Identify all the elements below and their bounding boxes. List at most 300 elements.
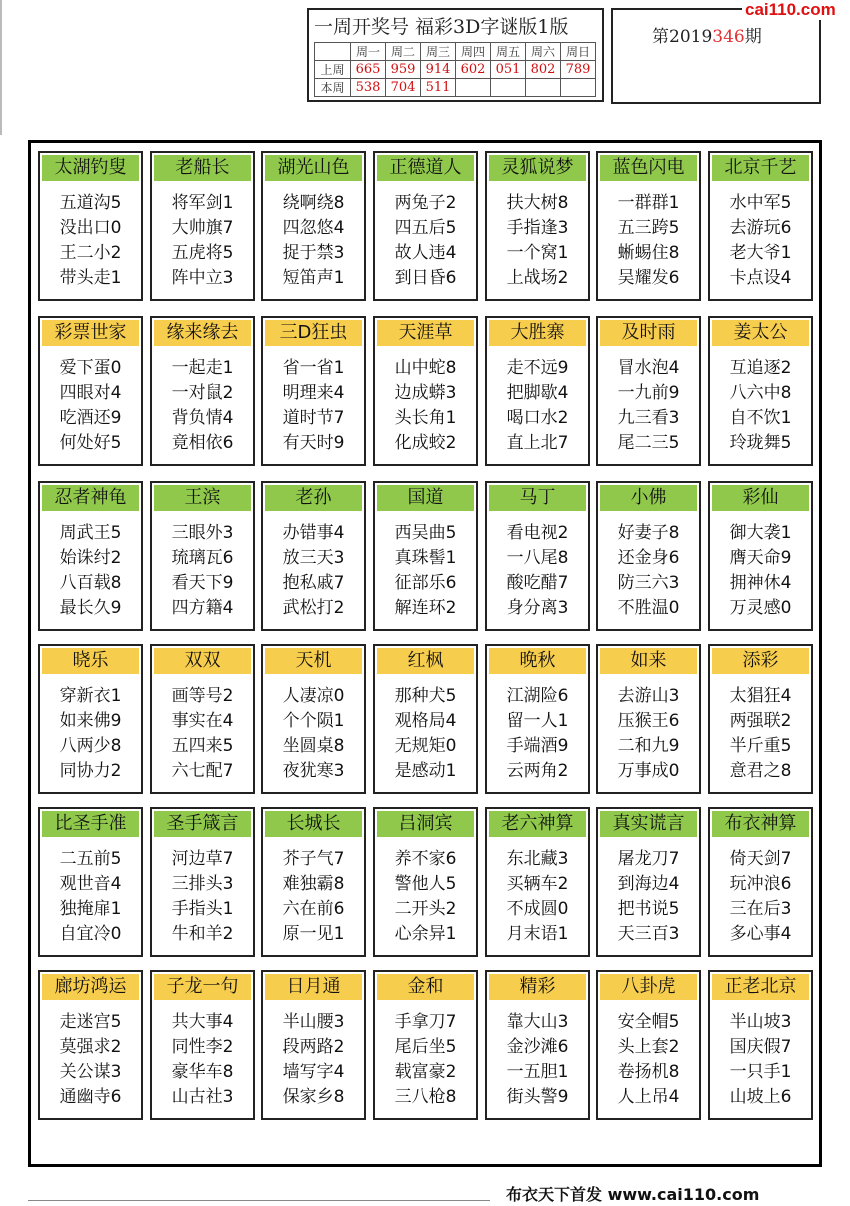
riddle-line: 阵中立3 [171, 268, 234, 288]
riddle-card [373, 151, 478, 301]
riddle-card-title: 老六神算 [489, 811, 586, 837]
riddle-card [373, 644, 478, 794]
riddle-card-title: 大胜寨 [489, 320, 586, 346]
riddle-card [150, 151, 255, 301]
riddle-card-title: 八卦虎 [600, 974, 697, 1000]
riddle-line: 人凄凉0 [282, 686, 345, 706]
riddle-lines [487, 1010, 588, 1110]
riddle-card [150, 316, 255, 466]
riddle-card-title: 真实谎言 [600, 811, 697, 837]
riddle-line: 自不饮1 [729, 408, 792, 428]
riddle-line: 二五前5 [59, 849, 122, 869]
riddle-line: 走不远9 [506, 358, 569, 378]
riddle-card-title: 老船长 [154, 155, 251, 181]
riddle-card-title: 姜太公 [712, 320, 809, 346]
riddle-line: 周武王5 [59, 523, 122, 543]
riddle-line: 万灵感0 [729, 598, 792, 618]
day-header: 周三 [421, 43, 456, 61]
footer-credit: 布衣天下首发 www.cai110.com [506, 1185, 760, 1204]
riddle-card-title: 及时雨 [600, 320, 697, 346]
riddle-lines [598, 847, 699, 947]
riddle-card [708, 481, 813, 631]
riddle-lines [40, 356, 141, 456]
riddle-line: 山中蛇8 [394, 358, 457, 378]
riddle-card-title: 老孙 [265, 485, 362, 511]
draw-table-header-row [315, 43, 596, 61]
riddle-lines [152, 1010, 253, 1110]
riddle-line: 段两路2 [282, 1037, 345, 1057]
riddle-lines [487, 684, 588, 784]
draw-number: 959 [386, 61, 421, 79]
riddle-card-title: 精彩 [489, 974, 586, 1000]
riddle-line: 五虎将5 [171, 243, 234, 263]
riddle-lines [598, 521, 699, 621]
riddle-lines [487, 191, 588, 291]
day-header: 周五 [491, 43, 526, 61]
riddle-line: 一群群1 [617, 193, 680, 213]
riddle-lines [263, 684, 364, 784]
riddle-line: 同协力2 [59, 761, 122, 781]
riddle-card [596, 644, 701, 794]
day-header: 周二 [386, 43, 421, 61]
riddle-card-title: 三D狂虫 [265, 320, 362, 346]
issue-label [652, 22, 762, 47]
riddle-line: 办错事4 [282, 523, 345, 543]
riddle-lines [375, 356, 476, 456]
riddle-line: 何处好5 [59, 433, 122, 453]
riddle-line: 道时节7 [282, 408, 345, 428]
riddle-line: 边成蟒3 [394, 383, 457, 403]
day-header: 周日 [561, 43, 596, 61]
riddle-line: 把脚歇4 [506, 383, 569, 403]
riddle-line: 金沙滩6 [506, 1037, 569, 1057]
riddle-card-title: 红枫 [377, 648, 474, 674]
riddle-line: 意君之8 [729, 761, 792, 781]
riddle-line: 云两角2 [506, 761, 569, 781]
riddle-lines [598, 1010, 699, 1110]
riddle-lines [710, 1010, 811, 1110]
riddle-line: 有天时9 [282, 433, 345, 453]
riddle-line: 头上套2 [617, 1037, 680, 1057]
riddle-line: 水中军5 [729, 193, 792, 213]
riddle-line: 九三看3 [617, 408, 680, 428]
riddle-card-title: 太湖钓叟 [42, 155, 139, 181]
riddle-lines [263, 1010, 364, 1110]
issue-prefix: 第2019 [652, 27, 713, 47]
riddle-card [373, 316, 478, 466]
riddle-line: 一九前9 [617, 383, 680, 403]
riddle-card [261, 644, 366, 794]
riddle-card-title: 日月通 [265, 974, 362, 1000]
riddle-line: 冒水泡4 [617, 358, 680, 378]
left-margin-rule [0, 0, 2, 135]
riddle-line: 头长角1 [394, 408, 457, 428]
riddle-card-title: 缘来缘去 [154, 320, 251, 346]
riddle-line: 买辆车2 [506, 874, 569, 894]
riddle-line: 省一省1 [282, 358, 345, 378]
riddle-card [708, 807, 813, 957]
riddle-grid [28, 140, 822, 1167]
riddle-lines [487, 356, 588, 456]
riddle-card [261, 316, 366, 466]
riddle-card [38, 151, 143, 301]
riddle-line: 事实在4 [171, 711, 234, 731]
riddle-line: 化成蛟2 [394, 433, 457, 453]
draw-table-row-this-week [315, 79, 596, 97]
riddle-card [596, 481, 701, 631]
riddle-card-title: 彩仙 [712, 485, 809, 511]
riddle-line: 半山坡3 [729, 1012, 792, 1032]
riddle-card [596, 151, 701, 301]
draw-number: 665 [351, 61, 386, 79]
riddle-line: 人上吊4 [617, 1087, 680, 1107]
riddle-card [150, 970, 255, 1120]
riddle-card-title: 北京千艺 [712, 155, 809, 181]
riddle-line: 载富豪2 [394, 1062, 457, 1082]
riddle-lines [598, 684, 699, 784]
riddle-line: 如来佛9 [59, 711, 122, 731]
riddle-line: 抱私戚7 [282, 573, 345, 593]
issue-number: 346 [712, 27, 745, 47]
riddle-line: 警他人5 [394, 874, 457, 894]
riddle-card [485, 151, 590, 301]
riddle-line: 多心事4 [729, 924, 792, 944]
draw-number [491, 79, 526, 97]
riddle-line: 老大爷1 [729, 243, 792, 263]
riddle-card-title: 比圣手准 [42, 811, 139, 837]
riddle-line: 倚天剑7 [729, 849, 792, 869]
riddle-line: 吴耀发6 [617, 268, 680, 288]
riddle-card [38, 807, 143, 957]
riddle-lines [40, 684, 141, 784]
riddle-lines [40, 847, 141, 947]
riddle-card-title: 布衣神算 [712, 811, 809, 837]
riddle-line: 手拿刀7 [394, 1012, 457, 1032]
riddle-line: 看天下9 [171, 573, 234, 593]
riddle-line: 街头警9 [506, 1087, 569, 1107]
riddle-card [708, 316, 813, 466]
riddle-line: 爱下蛋0 [59, 358, 122, 378]
riddle-line: 拥神休4 [729, 573, 792, 593]
riddle-card-title: 湖光山色 [265, 155, 362, 181]
riddle-card [38, 481, 143, 631]
draw-number: 538 [351, 79, 386, 97]
riddle-line: 四眼对4 [59, 383, 122, 403]
riddle-line: 原一见1 [282, 924, 345, 944]
riddle-line: 去游玩6 [729, 218, 792, 238]
riddle-line: 八百载8 [59, 573, 122, 593]
riddle-line: 河边草7 [171, 849, 234, 869]
riddle-lines [710, 356, 811, 456]
riddle-line: 西吴曲5 [394, 523, 457, 543]
riddle-line: 八六中8 [729, 383, 792, 403]
riddle-card [150, 644, 255, 794]
riddle-line: 心余异1 [394, 924, 457, 944]
riddle-line: 玲珑舞5 [729, 433, 792, 453]
riddle-line: 月末语1 [506, 924, 569, 944]
riddle-line: 三眼外3 [171, 523, 234, 543]
riddle-lines [263, 521, 364, 621]
riddle-line: 二开头2 [394, 899, 457, 919]
riddle-line: 观格局4 [394, 711, 457, 731]
riddle-lines [152, 191, 253, 291]
riddle-line: 豪华车8 [171, 1062, 234, 1082]
draw-number [456, 79, 491, 97]
riddle-card [261, 151, 366, 301]
draw-number [526, 79, 561, 97]
riddle-card-title: 天机 [265, 648, 362, 674]
riddle-line: 养不家6 [394, 849, 457, 869]
riddle-card [150, 481, 255, 631]
riddle-lines [263, 356, 364, 456]
riddle-card-title: 灵狐说梦 [489, 155, 586, 181]
draw-number: 914 [421, 61, 456, 79]
riddle-line: 安全帽5 [617, 1012, 680, 1032]
riddle-line: 始诛纣2 [59, 548, 122, 568]
riddle-line: 上战场2 [506, 268, 569, 288]
riddle-line: 不胜温0 [617, 598, 680, 618]
riddle-line: 酸吃醋7 [506, 573, 569, 593]
riddle-card-title: 长城长 [265, 811, 362, 837]
riddle-line: 故人违4 [394, 243, 457, 263]
riddle-lines [152, 847, 253, 947]
riddle-line: 是感动1 [394, 761, 457, 781]
riddle-lines [375, 847, 476, 947]
riddle-card [596, 807, 701, 957]
draw-number: 511 [421, 79, 456, 97]
riddle-line: 放三天3 [282, 548, 345, 568]
riddle-line: 四忽悠4 [282, 218, 345, 238]
riddle-card-title: 马丁 [489, 485, 586, 511]
riddle-line: 没出口0 [59, 218, 122, 238]
riddle-line: 五三跨5 [617, 218, 680, 238]
riddle-line: 尾后坐5 [394, 1037, 457, 1057]
riddle-line: 通幽寺6 [59, 1087, 122, 1107]
riddle-line: 看电视2 [506, 523, 569, 543]
riddle-card [485, 644, 590, 794]
footer-rule [28, 1200, 490, 1201]
riddle-line: 一起走1 [171, 358, 234, 378]
riddle-line: 两强联2 [729, 711, 792, 731]
riddle-card [485, 807, 590, 957]
riddle-line: 御大袭1 [729, 523, 792, 543]
riddle-line: 天三百3 [617, 924, 680, 944]
riddle-lines [40, 1010, 141, 1110]
riddle-line: 屠龙刀7 [617, 849, 680, 869]
riddle-line: 还金身6 [617, 548, 680, 568]
riddle-card [38, 970, 143, 1120]
riddle-line: 琉璃瓦6 [171, 548, 234, 568]
riddle-line: 卡点设4 [729, 268, 792, 288]
riddle-card-title: 金和 [377, 974, 474, 1000]
riddle-line: 五四来5 [171, 736, 234, 756]
riddle-line: 身分离3 [506, 598, 569, 618]
riddle-card [596, 970, 701, 1120]
riddle-line: 牛和羊2 [171, 924, 234, 944]
riddle-lines [710, 191, 811, 291]
riddle-line: 互追逐2 [729, 358, 792, 378]
riddle-card [708, 970, 813, 1120]
riddle-line: 直上北7 [506, 433, 569, 453]
riddle-line: 莫强求2 [59, 1037, 122, 1057]
riddle-line: 竟相依6 [171, 433, 234, 453]
riddle-lines [152, 521, 253, 621]
riddle-line: 到海边4 [617, 874, 680, 894]
riddle-line: 画等号2 [171, 686, 234, 706]
riddle-card-title: 忍者神龟 [42, 485, 139, 511]
riddle-lines [710, 684, 811, 784]
riddle-line: 那种犬5 [394, 686, 457, 706]
riddle-card [261, 970, 366, 1120]
riddle-line: 征部乐6 [394, 573, 457, 593]
riddle-line: 八两少8 [59, 736, 122, 756]
riddle-line: 山古社3 [171, 1087, 234, 1107]
riddle-card [150, 807, 255, 957]
riddle-card-title: 子龙一句 [154, 974, 251, 1000]
riddle-card [261, 481, 366, 631]
draw-table-corner [315, 43, 351, 61]
day-header: 周一 [351, 43, 386, 61]
riddle-line: 玩冲浪6 [729, 874, 792, 894]
riddle-card-title: 双双 [154, 648, 251, 674]
riddle-line: 绕啊绕8 [282, 193, 345, 213]
site-logo-text[interactable]: cai110.com [742, 0, 839, 20]
riddle-card-title: 天涯草 [377, 320, 474, 346]
riddle-lines [375, 684, 476, 784]
riddle-line: 穿新衣1 [59, 686, 122, 706]
riddle-line: 压猴王6 [617, 711, 680, 731]
riddle-line: 真珠髻1 [394, 548, 457, 568]
riddle-line: 王二小2 [59, 243, 122, 263]
riddle-card [708, 644, 813, 794]
day-header: 周四 [456, 43, 491, 61]
riddle-card [485, 316, 590, 466]
riddle-lines [598, 191, 699, 291]
draw-number: 051 [491, 61, 526, 79]
draw-panel-title: 一周开奖号 福彩3D字谜版1版 [314, 16, 569, 38]
riddle-card-title: 小佛 [600, 485, 697, 511]
riddle-line: 东北藏3 [506, 849, 569, 869]
riddle-line: 独掩扉1 [59, 899, 122, 919]
weekly-draw-table [314, 42, 596, 97]
riddle-card-title: 添彩 [712, 648, 809, 674]
riddle-line: 靠大山3 [506, 1012, 569, 1032]
riddle-card-title: 正德道人 [377, 155, 474, 181]
riddle-lines [598, 356, 699, 456]
riddle-line: 短笛声1 [282, 268, 345, 288]
riddle-line: 芥子气7 [282, 849, 345, 869]
riddle-card [373, 970, 478, 1120]
riddle-line: 观世音4 [59, 874, 122, 894]
riddle-card [38, 644, 143, 794]
riddle-line: 手指逢3 [506, 218, 569, 238]
weekly-draw-panel [307, 8, 604, 102]
riddle-line: 夜犹寒3 [282, 761, 345, 781]
riddle-line: 去游山3 [617, 686, 680, 706]
riddle-lines [152, 356, 253, 456]
riddle-line: 六在前6 [282, 899, 345, 919]
riddle-line: 墙写字4 [282, 1062, 345, 1082]
riddle-card [596, 316, 701, 466]
riddle-lines [152, 684, 253, 784]
riddle-line: 无规矩0 [394, 736, 457, 756]
riddle-line: 同性李2 [171, 1037, 234, 1057]
riddle-lines [40, 191, 141, 291]
riddle-line: 万事成0 [617, 761, 680, 781]
riddle-line: 难独霸8 [282, 874, 345, 894]
riddle-card-title: 吕洞宾 [377, 811, 474, 837]
row-label: 上周 [315, 61, 351, 79]
riddle-line: 扶大树8 [506, 193, 569, 213]
riddle-line: 太猖狂4 [729, 686, 792, 706]
riddle-card [708, 151, 813, 301]
riddle-line: 走迷宫5 [59, 1012, 122, 1032]
riddle-line: 五道沟5 [59, 193, 122, 213]
row-label: 本周 [315, 79, 351, 97]
riddle-line: 一八尾8 [506, 548, 569, 568]
riddle-line: 国庆假7 [729, 1037, 792, 1057]
issue-panel [611, 8, 821, 104]
riddle-lines [263, 191, 364, 291]
riddle-line: 卷扬机8 [617, 1062, 680, 1082]
riddle-line: 最长久9 [59, 598, 122, 618]
riddle-card-title: 圣手箴言 [154, 811, 251, 837]
riddle-line: 不成圆0 [506, 899, 569, 919]
riddle-line: 武松打2 [282, 598, 345, 618]
riddle-card [38, 316, 143, 466]
riddle-card-title: 正老北京 [712, 974, 809, 1000]
riddle-card [373, 481, 478, 631]
riddle-card-title: 晚秋 [489, 648, 586, 674]
riddle-line: 手端酒9 [506, 736, 569, 756]
riddle-line: 蜥蜴住8 [617, 243, 680, 263]
riddle-card [261, 807, 366, 957]
riddle-card-title: 王滨 [154, 485, 251, 511]
riddle-line: 明理来4 [282, 383, 345, 403]
riddle-card-title: 如来 [600, 648, 697, 674]
riddle-line: 防三六3 [617, 573, 680, 593]
riddle-line: 一个窝1 [506, 243, 569, 263]
riddle-line: 带头走1 [59, 268, 122, 288]
riddle-lines [40, 521, 141, 621]
riddle-line: 喝口水2 [506, 408, 569, 428]
riddle-line: 好妻子8 [617, 523, 680, 543]
riddle-card-title: 彩票世家 [42, 320, 139, 346]
riddle-card [485, 481, 590, 631]
riddle-line: 一只手1 [729, 1062, 792, 1082]
riddle-lines [487, 521, 588, 621]
riddle-line: 手指头1 [171, 899, 234, 919]
draw-number [561, 79, 596, 97]
riddle-line: 膺天命9 [729, 548, 792, 568]
riddle-lines [710, 847, 811, 947]
riddle-line: 到日昏6 [394, 268, 457, 288]
riddle-line: 把书说5 [617, 899, 680, 919]
draw-table-row-last-week [315, 61, 596, 79]
riddle-line: 二和九9 [617, 736, 680, 756]
riddle-line: 自宜冷0 [59, 924, 122, 944]
riddle-lines [375, 521, 476, 621]
riddle-line: 四五后5 [394, 218, 457, 238]
riddle-line: 个个陨1 [282, 711, 345, 731]
draw-number: 602 [456, 61, 491, 79]
riddle-card-title: 晓乐 [42, 648, 139, 674]
riddle-line: 保家乡8 [282, 1087, 345, 1107]
draw-number: 704 [386, 79, 421, 97]
day-header: 周六 [526, 43, 561, 61]
riddle-line: 共大事4 [171, 1012, 234, 1032]
riddle-line: 山坡上6 [729, 1087, 792, 1107]
